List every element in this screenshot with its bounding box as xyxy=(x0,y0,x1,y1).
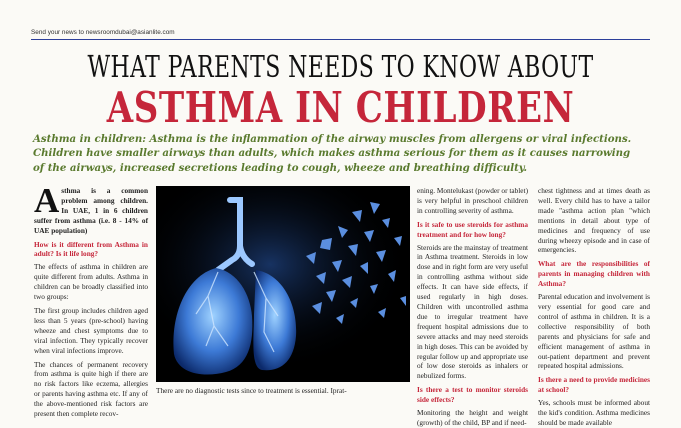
paragraph: Monitoring the height and weight (growth) of the child, BP and if need- xyxy=(417,408,528,427)
subheading: Is there a test to monitor steroids side effects? xyxy=(417,385,528,405)
article-column-3 xyxy=(417,186,528,427)
paragraph: chest tightness and at times death as well. Every child has to have a tailor made "asthma action plan "which mentions in detail about type of medicines and frequency of use during wheezy episode and in case of emergencies. xyxy=(538,186,650,255)
paragraph: ening. Montelukast (powder or tablet) is very helpful in preschool children in controlling severity of asthma. xyxy=(417,186,528,215)
paragraph: The chances of permanent recovery from asthma is quite high if there are no risk factors like eczema, allergies or parents having asthma etc. If any of the above-mentioned risk factors are present then complete recov- xyxy=(34,359,148,419)
paragraph: Yes, schools must be informed about the kid's condition. Asthma medicines should be made available xyxy=(538,398,650,427)
lungs-image-svg xyxy=(156,186,410,382)
standfirst xyxy=(33,132,657,175)
paragraph: Steroids are the mainstay of treatment in Asthma treatment. Steroids in low dose and in right form are very useful in controlling asthma without side effects. It can have side effects, if used regularly in high doses. Children with uncontrolled asthma due to irregular treatment have frequent hospital admissions due to severe attacks and may need steroids in high doses. This can be avoided by regular follow up and appropriate use of low dose steroids as inhalers or nebulized forms. xyxy=(417,242,528,381)
standfirst-line: Asthma in children: Asthma is the inflammation of the airway muscles from allergens or viral infections. xyxy=(33,133,632,145)
paragraph: The effects of asthma in children are quite different from adults. Asthma in children can be broadly classified into two groups: xyxy=(34,262,148,302)
newsroom-contact-line: Send your news to newsroomdubai@asianlite.com xyxy=(31,29,175,36)
subheading: What are the responsibilities of parents in managing children with Asthma? xyxy=(538,259,650,289)
article-column-4 xyxy=(538,186,650,427)
drop-cap: A xyxy=(34,181,60,220)
headline-line-1: WHAT PARENTS NEEDS TO KNOW ABOUT xyxy=(87,51,594,86)
lead-paragraph xyxy=(34,181,148,236)
header-rule xyxy=(31,39,650,40)
paragraph: Parental education and involvement is very essential for good care and control of asthma in children. It is a collective responsibility of both parents and physicians for safe and efficient management of asthma in out-patient department and prevent repeated hospital admissions. xyxy=(538,292,650,371)
lungs-illustration xyxy=(156,186,410,382)
photo-caption-line: There are no diagnostic tests since to treatment is essential. Iprat- xyxy=(156,386,347,395)
standfirst-line: Children have smaller airways than adults, which makes asthma serious for them as it causes narrowing xyxy=(33,147,631,160)
paragraph: The first group includes children aged less than 5 years (pre-school) having wheeze and chest symptoms due to viral infection. They typically recover when viral infections improve. xyxy=(34,305,148,355)
subheading: Is it safe to use steroids for asthma treatment and for how long? xyxy=(417,219,528,239)
lead-text: sthma is a common problem among children. In UAE, 1 in 6 children suffer from asthma (i.e. 8 - 14% of UAE population) xyxy=(34,186,148,235)
subheading: How is it different from Asthma in adult? Is it life long? xyxy=(34,239,148,259)
standfirst-line: of the airways, increased secretions leading to cough, wheeze and breathing difficulty. xyxy=(33,161,528,174)
article-column-1 xyxy=(34,181,148,419)
headline-line-2: ASTHMA IN CHILDREN xyxy=(106,83,575,134)
subheading: Is there a need to provide medicines at school? xyxy=(538,375,650,395)
